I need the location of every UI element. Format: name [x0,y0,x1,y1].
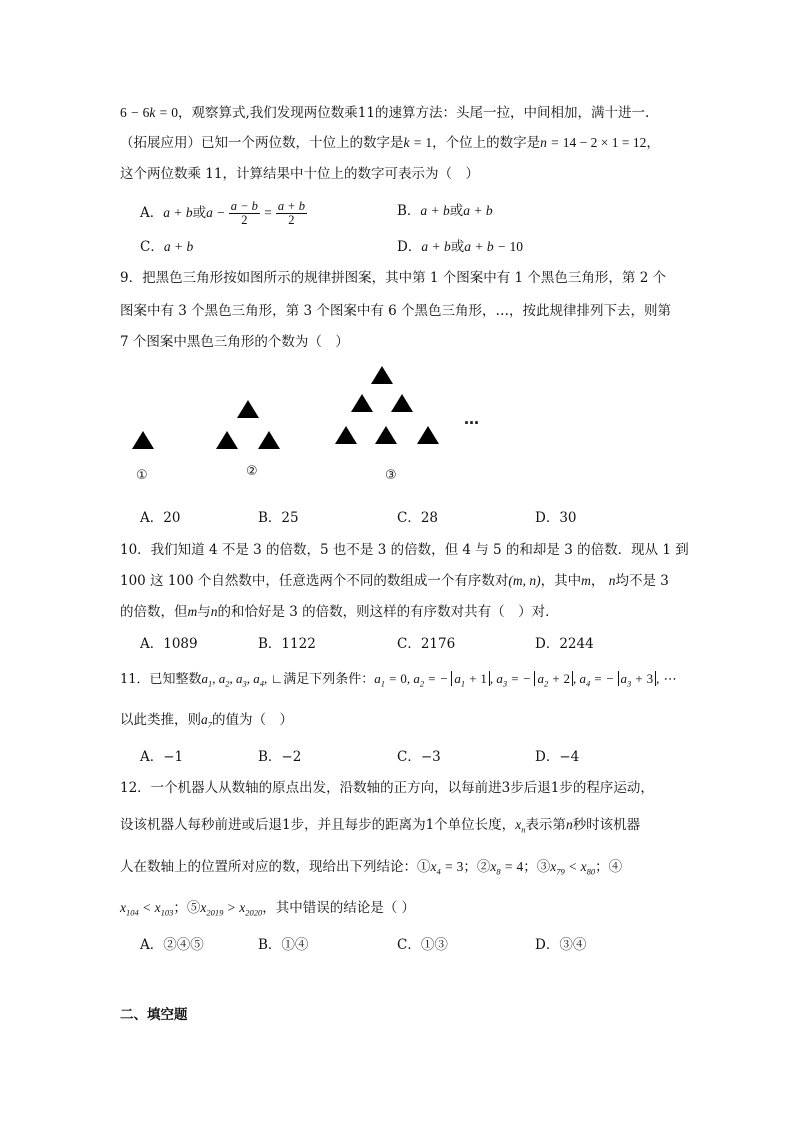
q8-option-c[interactable]: C．a + b [140,239,194,255]
q9-text-line-2: 图案中有 3 个黑色三角形，第 3 个图案中有 6 个黑色三角形，…，按此规律排列下去，则第 [120,303,672,319]
figure-ellipsis: … [464,410,479,428]
equation-k-1: k = 1 [403,135,433,150]
black-triangle-icon [258,431,280,449]
section-title: 二、填空题 [120,1007,188,1023]
triangle-pattern-figure [0,0,794,500]
q9-option-a[interactable]: A．20 [140,510,181,526]
fraction-a-plus-b: $\frac{a + b}{2}$ [277,199,305,227]
q12-text-line-3: 人在数轴上的位置所对应的数，现给出下列结论：$①x_4 = 3$；$②x_8 = 4$；$③x_{79} < x_{80}$；④ [120,859,623,877]
q12-option-b[interactable]: B．①④ [258,937,309,953]
black-triangle-icon [132,431,154,449]
q11-text-line-2: 以此类推，则$a_7$的值为（ ） [120,712,293,730]
text-line-2: （拓展应用）已知一个两位数，十位上的数字是k = 1，个位上的数字是n = 14 − 2 × 1 = 12， [120,135,660,151]
q9-text-line-3: 7 个图案中黑色三角形的个数为（ ） [120,334,349,350]
q9-option-b[interactable]: B．25 [258,510,299,526]
q12-option-c[interactable]: C．①③ [397,937,448,953]
black-triangle-icon [351,394,373,412]
black-triangle-icon [391,394,413,412]
text-line-1: 6 − 6k = 0，观察算式,我们发现两位数乘11的速算方法：头尾一拉，中间相加，满十进一. [120,105,650,121]
q11-option-c[interactable]: C．−3 [397,749,441,765]
q8-option-a[interactable]: A．a + b或a − $\frac{a - b}{2}$ = $\frac{a + b}{2}$ [140,199,305,227]
q12-text-line-4: $x_{104} < x_{103}$；$⑤x_{2019} > x_{2020}$，其中错误的结论是（ ） [120,900,416,918]
q8-option-b[interactable]: B．a + b或a + b [397,203,493,219]
black-triangle-icon [237,400,259,418]
figure-label-2: ② [246,464,258,479]
black-triangle-icon [335,426,357,444]
figure-label-3: ③ [385,468,397,483]
q12-option-a[interactable]: A．②④⑤ [140,937,204,953]
q12-option-d[interactable]: D．③④ [535,937,587,953]
q8-option-d[interactable]: D．a + b或a + b − 10 [397,239,523,255]
figure-label-1: ① [136,468,148,483]
q10-option-d[interactable]: D．2244 [535,636,594,652]
q10-option-a[interactable]: A．1089 [140,636,198,652]
q12-text-line-2: 设该机器人每秒前进或后退1步，并且每步的距离为1个单位长度，$x_n$表示第n秒时该机器 [120,817,641,835]
fraction-a-minus-b: $\frac{a - b}{2}$ [230,199,258,227]
q11-option-b[interactable]: B．−2 [258,749,302,765]
black-triangle-icon [371,366,393,384]
equation-6-6k: 6 − 6k = 0 [120,105,178,120]
q10-text-line-2: 100 这 100 个自然数中，任意选两个不同的数组成一个有序数对(m, n)，其中m， n均不是 3 [120,573,669,589]
q9-text-line-1: 9．把黑色三角形按如图所示的规律拼图案，其中第 1 个图案中有 1 个黑色三角形，第 2 个 [120,270,667,286]
q10-text-line-1: 10．我们知道 4 不是 3 的倍数，5 也不是 3 的倍数，但 4 与 5 的和却是 3 的倍数．现从 1 到 [120,542,689,558]
q11-text-line-1: 11．已知整数$a_1$, $a_2$, $a_3$, $a_4$, ∟满足下列条件：$a_1 = 0$, $a_2$ = − $a_1 + 1$ , $a_3$ = − $a_2 + 2$ , $a_4$ = − $a_3 + 3$ , ⋯ [120,671,676,689]
q11-option-d[interactable]: D．−4 [535,749,580,765]
black-triangle-icon [216,431,238,449]
black-triangle-icon [417,426,439,444]
text-line-3: 这个两位数乘 11，计算结果中十位上的数字可表示为（ ） [120,166,479,182]
q9-option-d[interactable]: D．30 [535,510,577,526]
q10-text-line-3: 的倍数，但m与n的和恰好是 3 的倍数，则这样的有序数对共有（ ）对． [120,604,559,620]
q10-option-b[interactable]: B．1122 [258,636,316,652]
equation-n: n = 14 − 2 × 1 = 12 [540,135,647,150]
black-triangle-icon [375,426,397,444]
q12-text-line-1: 12．一个机器人从数轴的原点出发，沿数轴的正方向，以每前进3步后退1步的程序运动， [120,780,654,796]
q9-option-c[interactable]: C．28 [397,510,439,526]
q11-option-a[interactable]: A．−1 [140,749,184,765]
recurrence-formula: $a_1 = 0$, $a_2$ = − $a_1 + 1$ , $a_3$ = − $a_2 + 2$ , $a_4$ = − $a_3 + 3$ , ⋯ [374,671,676,689]
q10-option-c[interactable]: C．2176 [397,636,456,652]
